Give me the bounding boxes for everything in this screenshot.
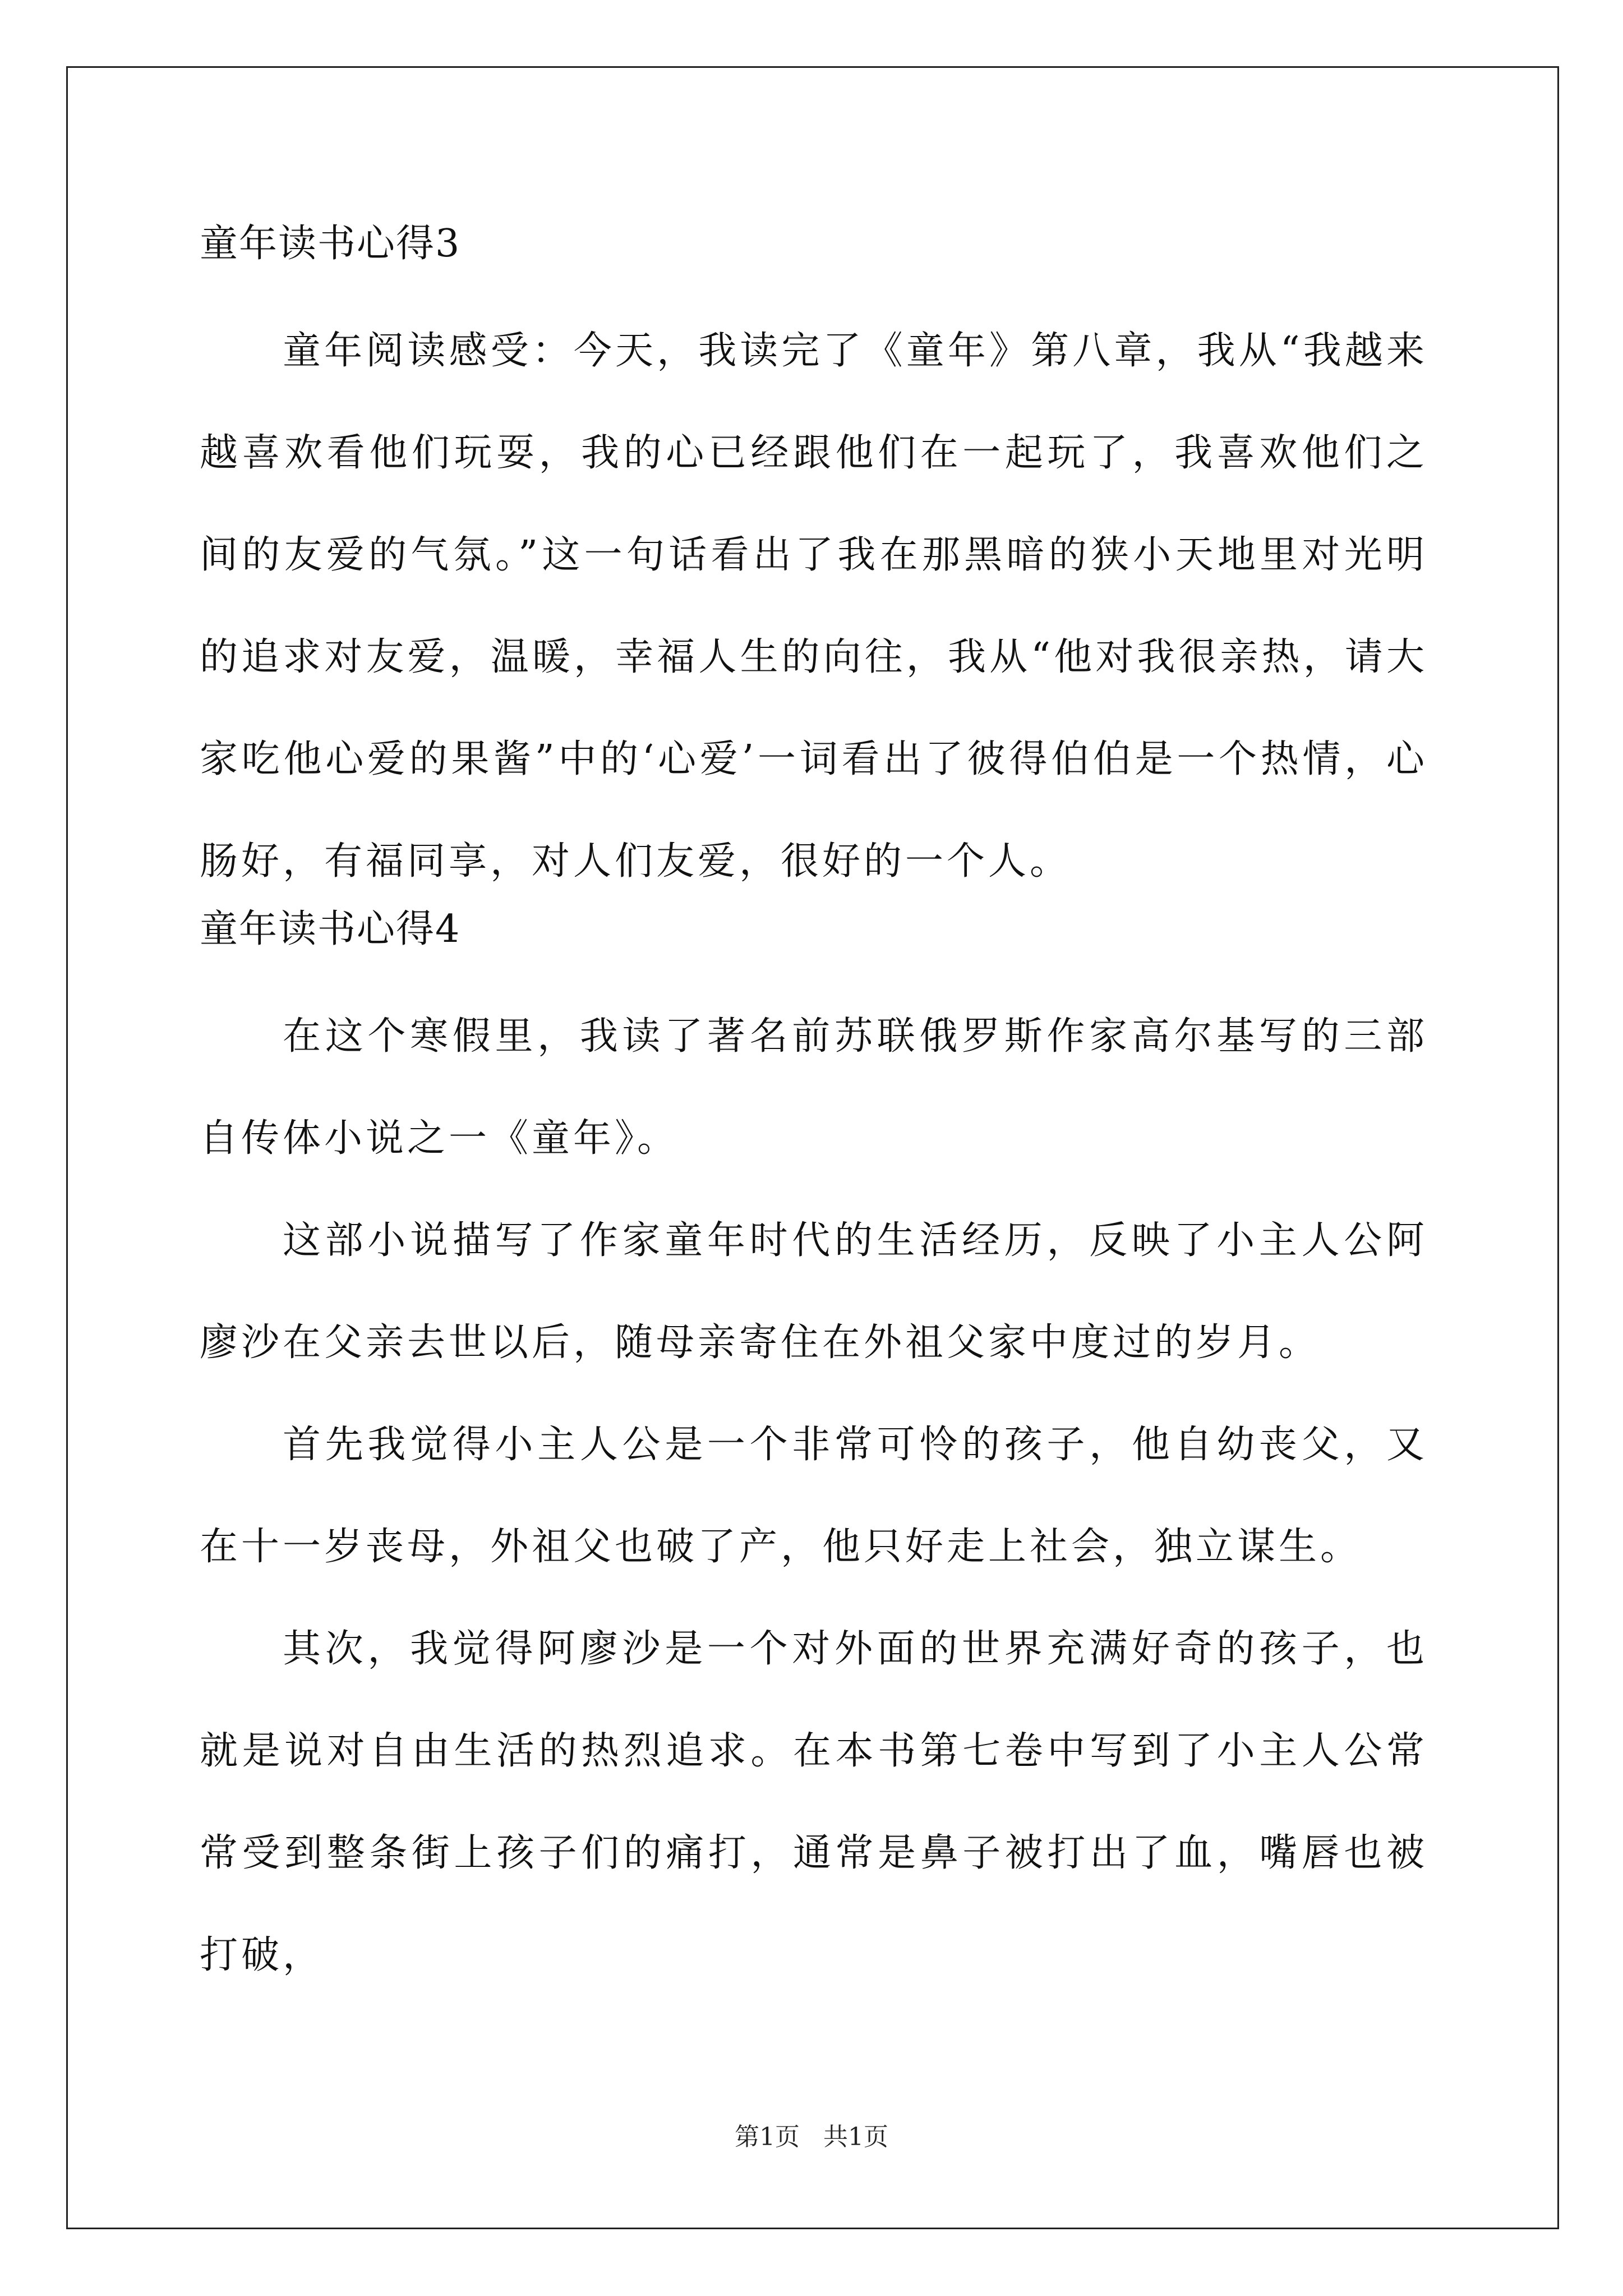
paragraph: 童年阅读感受：今天，我读完了《童年》第八章，我从“我越来越喜欢看他们玩耍，我的心已经跟他们在一起玩了，我喜欢他们之间的友爱的气氛。”这一句话看出了我在那黑暗的狭小天地里对光明的追求对友爱，温暖，幸福人生的向往，我从“他对我很亲热，请大家吃他心爱的果酱”中的‘心爱’一词看出了彼得伯伯是一个热情，心肠好，有福同享，对人们友爱，很好的一个人。 (200, 329, 1428, 884)
document-body (200, 216, 1428, 2007)
paragraph: 首先我觉得小主人公是一个非常可怜的孩子，他自幼丧父，又在十一岁丧母，外祖父也破了产，他只好走上社会，独立谋生。 (200, 1423, 1428, 1569)
section-heading: 童年读书心得3 (200, 222, 461, 266)
paragraph: 在这个寒假里，我读了著名前苏联俄罗斯作家高尔基写的三部自传体小说之一《童年》。 (200, 1014, 1428, 1161)
page-footer: 第1页 共1页 (735, 2123, 888, 2151)
section-heading: 童年读书心得4 (200, 907, 461, 951)
paragraph: 这部小说描写了作家童年时代的生活经历，反映了小主人公阿廖沙在父亲去世以后，随母亲寄住在外祖父家中度过的岁月。 (200, 1218, 1428, 1365)
paragraph: 其次，我觉得阿廖沙是一个对外面的世界充满好奇的孩子，也就是说对自由生活的热烈追求。在本书第七卷中写到了小主人公常常受到整条街上孩子们的痛打，通常是鼻子被打出了血，嘴唇也被打破， (200, 1627, 1428, 1977)
